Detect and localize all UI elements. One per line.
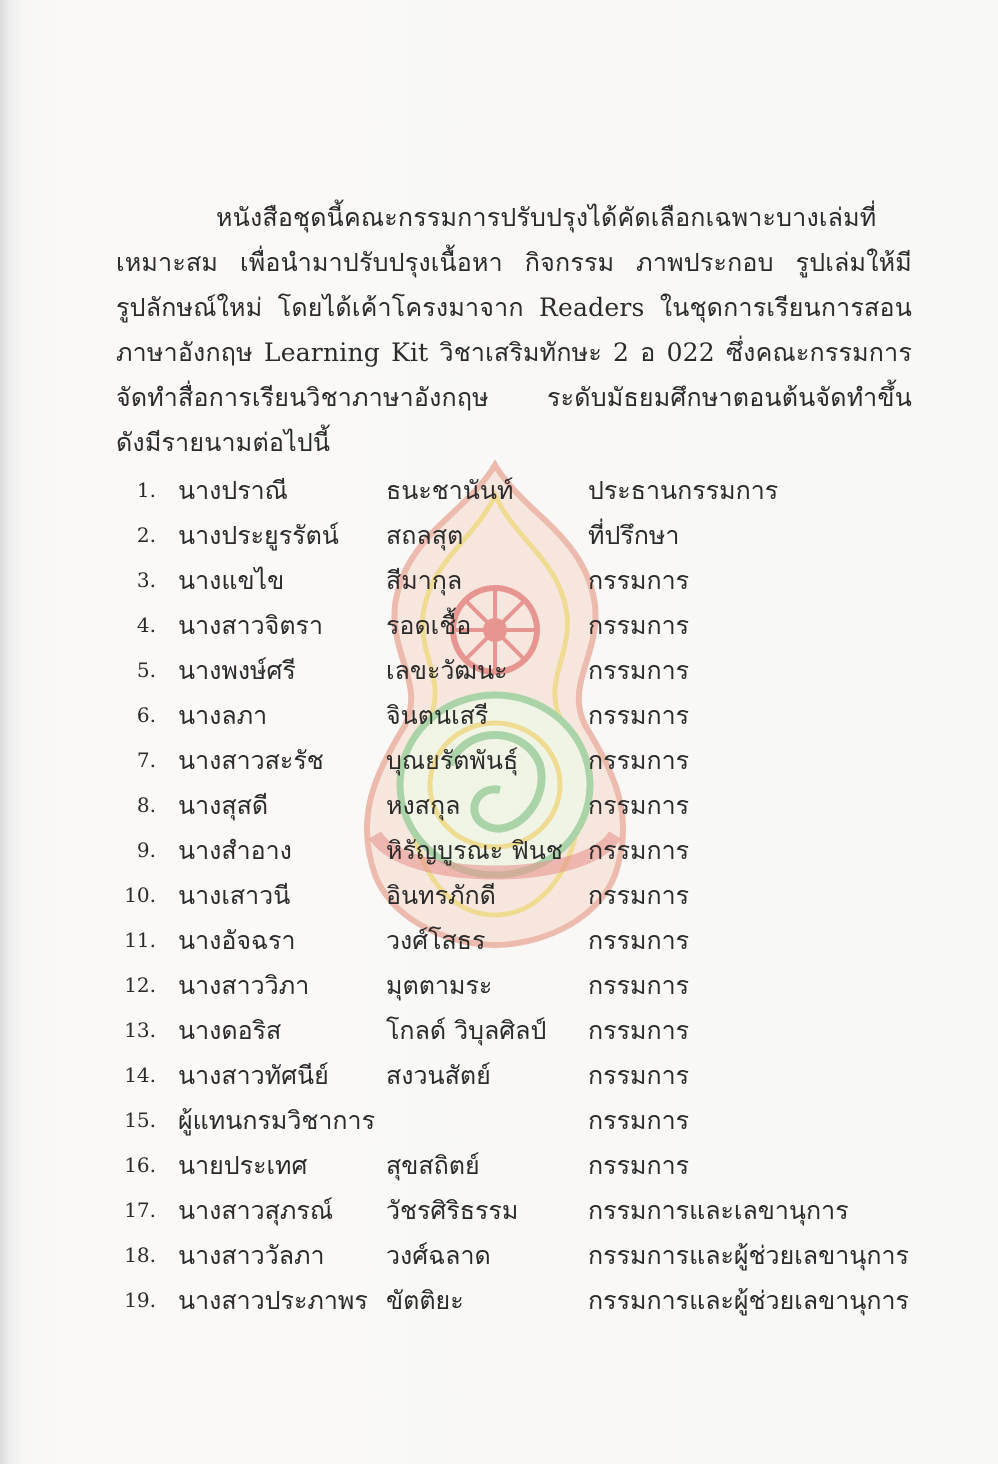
member-role: ประธานกรรมการ xyxy=(588,476,779,505)
intro-line: เหมาะสม เพื่อนำมาปรับปรุงเนื้อหา กิจกรรม ภาพประกอบ รูปเล่มให้มี xyxy=(116,248,912,277)
item-number: 15. xyxy=(124,1108,156,1132)
member-role: กรรมการและผู้ช่วยเลขานุการ xyxy=(588,1241,909,1270)
item-number: 4. xyxy=(136,613,156,637)
member-role: กรรมการ xyxy=(588,701,690,730)
list-item xyxy=(116,1188,916,1233)
member-first-name: นางลภา xyxy=(178,701,268,730)
intro-line: รูปลักษณ์ใหม่ โดยได้เค้าโครงมาจาก Readers ในชุดการเรียนการสอน xyxy=(116,293,912,322)
member-first-name: นางแขไข xyxy=(178,566,285,595)
intro-paragraph xyxy=(116,195,912,465)
list-item xyxy=(116,783,916,828)
item-number: 19. xyxy=(124,1288,156,1312)
committee-list xyxy=(116,468,916,1323)
member-role: กรรมการ xyxy=(588,971,690,1000)
member-role: กรรมการ xyxy=(588,656,690,685)
member-role: กรรมการ xyxy=(588,836,690,865)
item-number: 7. xyxy=(136,748,156,772)
member-last-name: รอดเชื้อ xyxy=(386,611,472,640)
member-first-name: นางสาวประภาพร xyxy=(178,1286,368,1315)
member-role: กรรมการ xyxy=(588,1106,690,1135)
member-role: กรรมการ xyxy=(588,1061,690,1090)
member-role: กรรมการ xyxy=(588,926,690,955)
member-first-name: นายประเทศ xyxy=(178,1151,308,1180)
item-number: 14. xyxy=(124,1063,156,1087)
member-last-name: ธนะชานันท์ xyxy=(386,476,514,505)
member-last-name: มุตตามระ xyxy=(386,971,493,1000)
list-item xyxy=(116,873,916,918)
member-role: ที่ปรึกษา xyxy=(588,521,680,550)
item-number: 10. xyxy=(124,883,156,907)
member-last-name: วงศ์โสธร xyxy=(386,926,486,955)
member-last-name: สุขสถิตย์ xyxy=(386,1151,480,1180)
member-first-name: นางพงษ์ศรี xyxy=(178,656,296,685)
member-first-name: นางสุสดี xyxy=(178,791,269,820)
item-number: 8. xyxy=(136,793,156,817)
member-role: กรรมการ xyxy=(588,1016,690,1045)
list-item xyxy=(116,1278,916,1323)
member-last-name: หิรัญบูรณะ ฟินช xyxy=(386,836,563,865)
list-item xyxy=(116,738,916,783)
member-first-name: ผู้แทนกรมวิชาการ xyxy=(178,1106,376,1135)
member-first-name: นางสาววิภา xyxy=(178,971,310,1000)
member-role: กรรมการ xyxy=(588,791,690,820)
item-number: 1. xyxy=(136,478,156,502)
member-first-name: นางดอริส xyxy=(178,1016,282,1045)
member-first-name: นางเสาวนี xyxy=(178,881,291,910)
member-role: กรรมการ xyxy=(588,566,690,595)
list-item xyxy=(116,918,916,963)
item-number: 9. xyxy=(136,838,156,862)
list-item xyxy=(116,1098,916,1143)
member-last-name: อินทรภักดี xyxy=(386,881,496,910)
member-role: กรรมการและผู้ช่วยเลขานุการ xyxy=(588,1286,909,1315)
member-last-name: หงสกุล xyxy=(386,791,461,820)
intro-line: ภาษาอังกฤษ Learning Kit วิชาเสริมทักษะ 2 อ 022 ซึ่งคณะกรรมการ xyxy=(116,338,912,367)
member-first-name: นางปราณี xyxy=(178,476,288,505)
list-item xyxy=(116,1053,916,1098)
list-item xyxy=(116,558,916,603)
member-first-name: นางสาวจิตรา xyxy=(178,611,324,640)
member-role: กรรมการ xyxy=(588,746,690,775)
item-number: 12. xyxy=(124,973,156,997)
list-item xyxy=(116,1143,916,1188)
list-item xyxy=(116,1233,916,1278)
intro-line: ดังมีรายนามต่อไปนี้ xyxy=(116,428,331,457)
item-number: 11. xyxy=(124,928,156,952)
member-role: กรรมการ xyxy=(588,881,690,910)
list-item xyxy=(116,1008,916,1053)
member-last-name: เลขะวัฒนะ xyxy=(386,656,508,685)
item-number: 3. xyxy=(136,568,156,592)
member-first-name: นางประยูรรัตน์ xyxy=(178,521,339,550)
item-number: 2. xyxy=(136,523,156,547)
list-item xyxy=(116,468,916,513)
member-first-name: นางอัจฉรา xyxy=(178,926,296,955)
list-item xyxy=(116,648,916,693)
list-item xyxy=(116,828,916,873)
member-last-name: วัชรศิริธรรม xyxy=(386,1196,519,1225)
member-last-name: บุณยรัตพันธุ์ xyxy=(386,746,519,775)
item-number: 5. xyxy=(136,658,156,682)
member-last-name: โกลด์ วิบุลศิลป์ xyxy=(386,1016,547,1045)
member-first-name: นางสาวทัศนีย์ xyxy=(178,1061,329,1090)
member-first-name: นางสำอาง xyxy=(178,836,292,865)
intro-line: จัดทำสื่อการเรียนวิชาภาษาอังกฤษ ระดับมัธยมศึกษาตอนต้นจัดทำขึ้น xyxy=(116,383,912,412)
member-last-name: จินตนเสรี xyxy=(386,701,489,730)
item-number: 18. xyxy=(124,1243,156,1267)
member-role: กรรมการ xyxy=(588,611,690,640)
item-number: 6. xyxy=(136,703,156,727)
member-last-name: สงวนสัตย์ xyxy=(386,1061,491,1090)
item-number: 17. xyxy=(124,1198,156,1222)
member-last-name: วงศ์ฉลาด xyxy=(386,1241,491,1270)
list-item xyxy=(116,963,916,1008)
list-item xyxy=(116,603,916,648)
member-first-name: นางสาววัลภา xyxy=(178,1241,325,1270)
member-first-name: นางสาวสะรัช xyxy=(178,746,324,775)
member-last-name: สีมากุล xyxy=(386,566,463,595)
member-role: กรรมการและเลขานุการ xyxy=(588,1196,849,1225)
intro-line: หนังสือชุดนี้คณะกรรมการปรับปรุงได้คัดเลือกเฉพาะบางเล่มที่ xyxy=(216,203,877,232)
list-item xyxy=(116,513,916,558)
member-first-name: นางสาวสุภรณ์ xyxy=(178,1196,334,1225)
list-item xyxy=(116,693,916,738)
item-number: 13. xyxy=(124,1018,156,1042)
item-number: 16. xyxy=(124,1153,156,1177)
member-last-name: ขัตติยะ xyxy=(386,1286,464,1315)
member-last-name: สถลสุต xyxy=(386,521,464,550)
member-role: กรรมการ xyxy=(588,1151,690,1180)
